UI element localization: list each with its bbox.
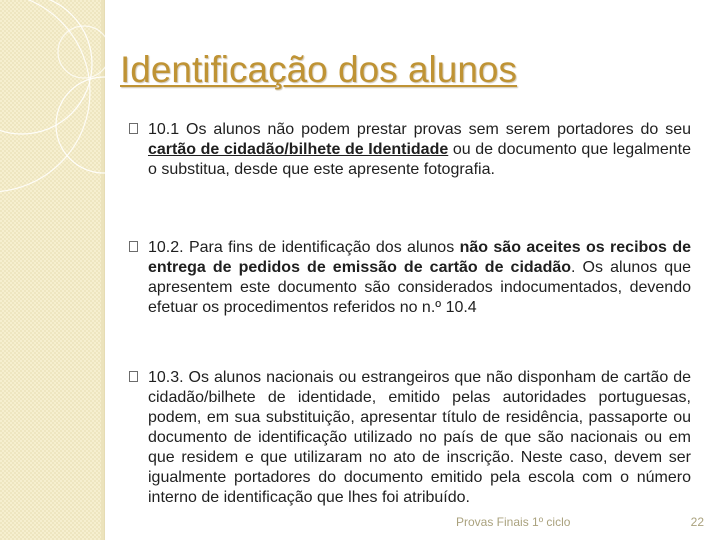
bullet-text: [148, 120, 691, 180]
bullet-text: [148, 238, 691, 318]
bullet-text-part: 10.2. Para fins de identificação dos alunos: [148, 239, 460, 256]
footer-label: Provas Finais 1º ciclo: [456, 515, 571, 529]
bullet-item-10-3: [129, 368, 691, 508]
bullet-text-part: ou de documento que legalmente o substitua, desde que este apresente fotografia.: [148, 141, 692, 178]
bullet-text: [148, 368, 691, 508]
bullet-item-10-1: [129, 120, 691, 180]
square-bullet-icon: [129, 123, 138, 134]
slide-title: Identificação dos alunos: [120, 49, 517, 90]
bullet-text-part: 10.3. Os alunos nacionais ou estrangeiros que não disponham de cartão de cidadão/bilhete de identidade, emitido pelas autoridades portuguesas, podem, em sua substituição, apresentar título de residência, passaporte ou documento de identificação utilizado no país de que são nacionais ou em que residem e que utilizaram no ato de inscrição. Neste caso, devem ser igualmente portadores do documento emitido pela escola com o número interno de identificação que lhes foi atribuído.: [148, 369, 691, 506]
square-bullet-icon: [129, 241, 138, 252]
bullet-text-part: 10.1 Os alunos não podem prestar provas sem serem portadores do seu: [148, 121, 691, 138]
bullet-text-emphasis: não são aceites os recibos de entrega de pedidos de emissão de cartão de cidadão: [148, 239, 692, 276]
bullet-text-part: . Os alunos que apresentem este documento são considerados indocumentados, devendo efetuar os procedimentos referidos no n.º 10.4: [148, 259, 691, 316]
square-bullet-icon: [129, 371, 138, 382]
bullet-item-10-2: [129, 238, 691, 318]
bullet-text-emphasis: cartão de cidadão/bilhete de Identidade: [148, 141, 449, 158]
page-number: 22: [690, 515, 704, 529]
